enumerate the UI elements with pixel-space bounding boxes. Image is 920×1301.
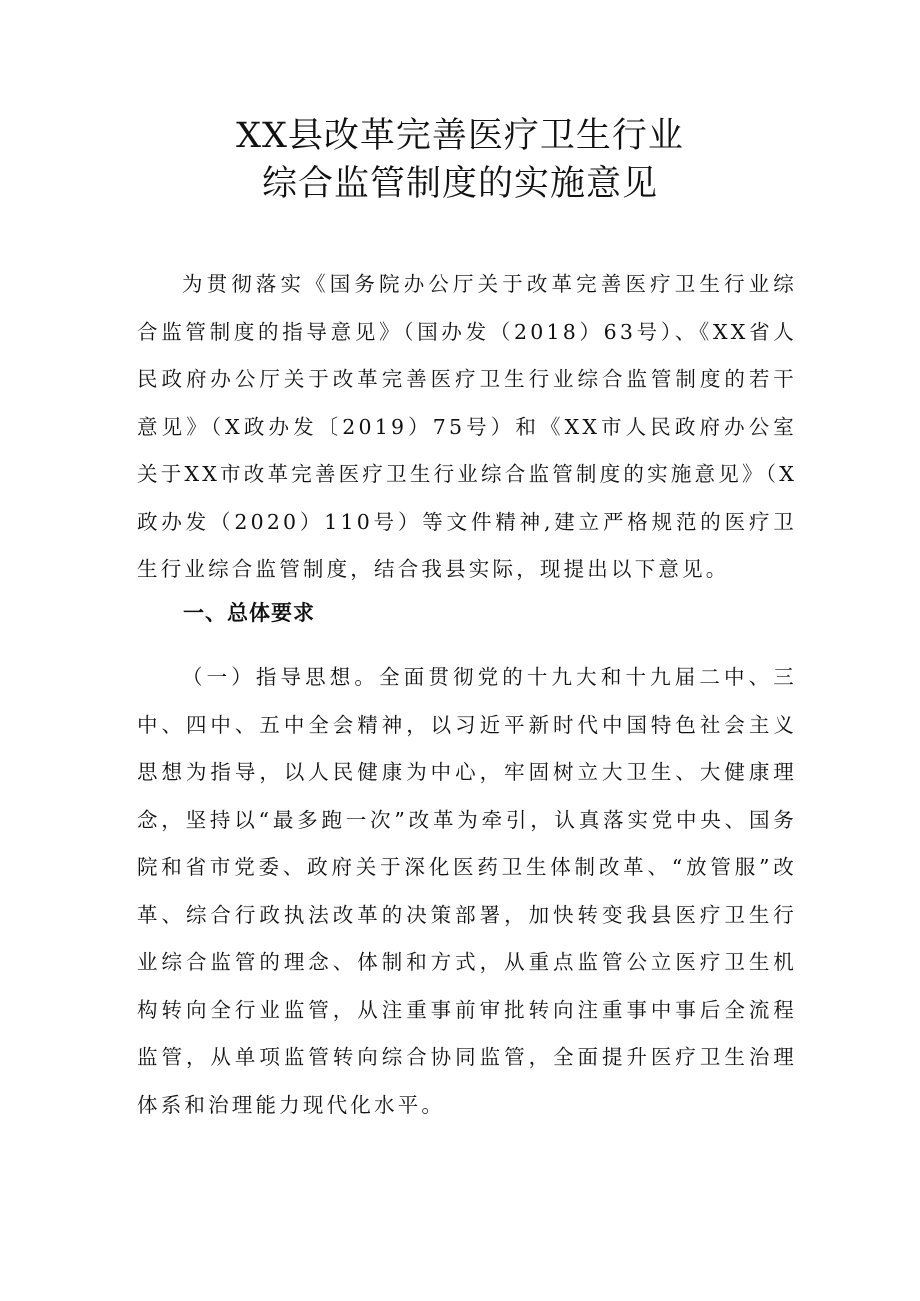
guiding-ideology-paragraph	[137, 654, 797, 1129]
document-title-line2: 综合监管制度的实施意见	[261, 164, 658, 204]
guiding-ideology-text: （一）指导思想。全面贯彻党的十九大和十九届二中、三中、四中、五中全会精神，以习近平新时代中国特色社会主义思想为指导，以人民健康为中心，牢固树立大卫生、大健康理念，坚持以“最多跑一次”改革为牵引，认真落实党中央、国务院和省市党委、政府关于深化医药卫生体制改革、“放管服”改革、综合行政执法改革的决策部署，加快转变我县医疗卫生行业综合监管的理念、体制和方式，从重点监管公立医疗卫生机构转向全行业监管，从注重事前审批转向注重事中事后全流程监管，从单项监管转向综合协同监管，全面提升医疗卫生治理体系和治理能力现代化水平。	[137, 665, 797, 1117]
document-title-line1: XX县改革完善医疗卫生行业	[236, 116, 684, 156]
section-heading-general-requirements: 一、总体要求	[183, 601, 315, 625]
intro-paragraph-text: 为贯彻落实《国务院办公厅关于改革完善医疗卫生行业综合监管制度的指导意见》（国办发（2018）63号）、《XX省人民政府办公厅关于改革完善医疗卫生行业综合监管制度的若干意见》（X政办发〔2019）75号）和《XX市人民政府办公室关于XX市改革完善医疗卫生行业综合监管制度的实施意见》（X政办发（2020）110号）等文件精神,建立严格规范的医疗卫生行业综合监管制度，结合我县实际，现提出以下意见。	[137, 272, 797, 581]
intro-paragraph	[137, 261, 797, 594]
